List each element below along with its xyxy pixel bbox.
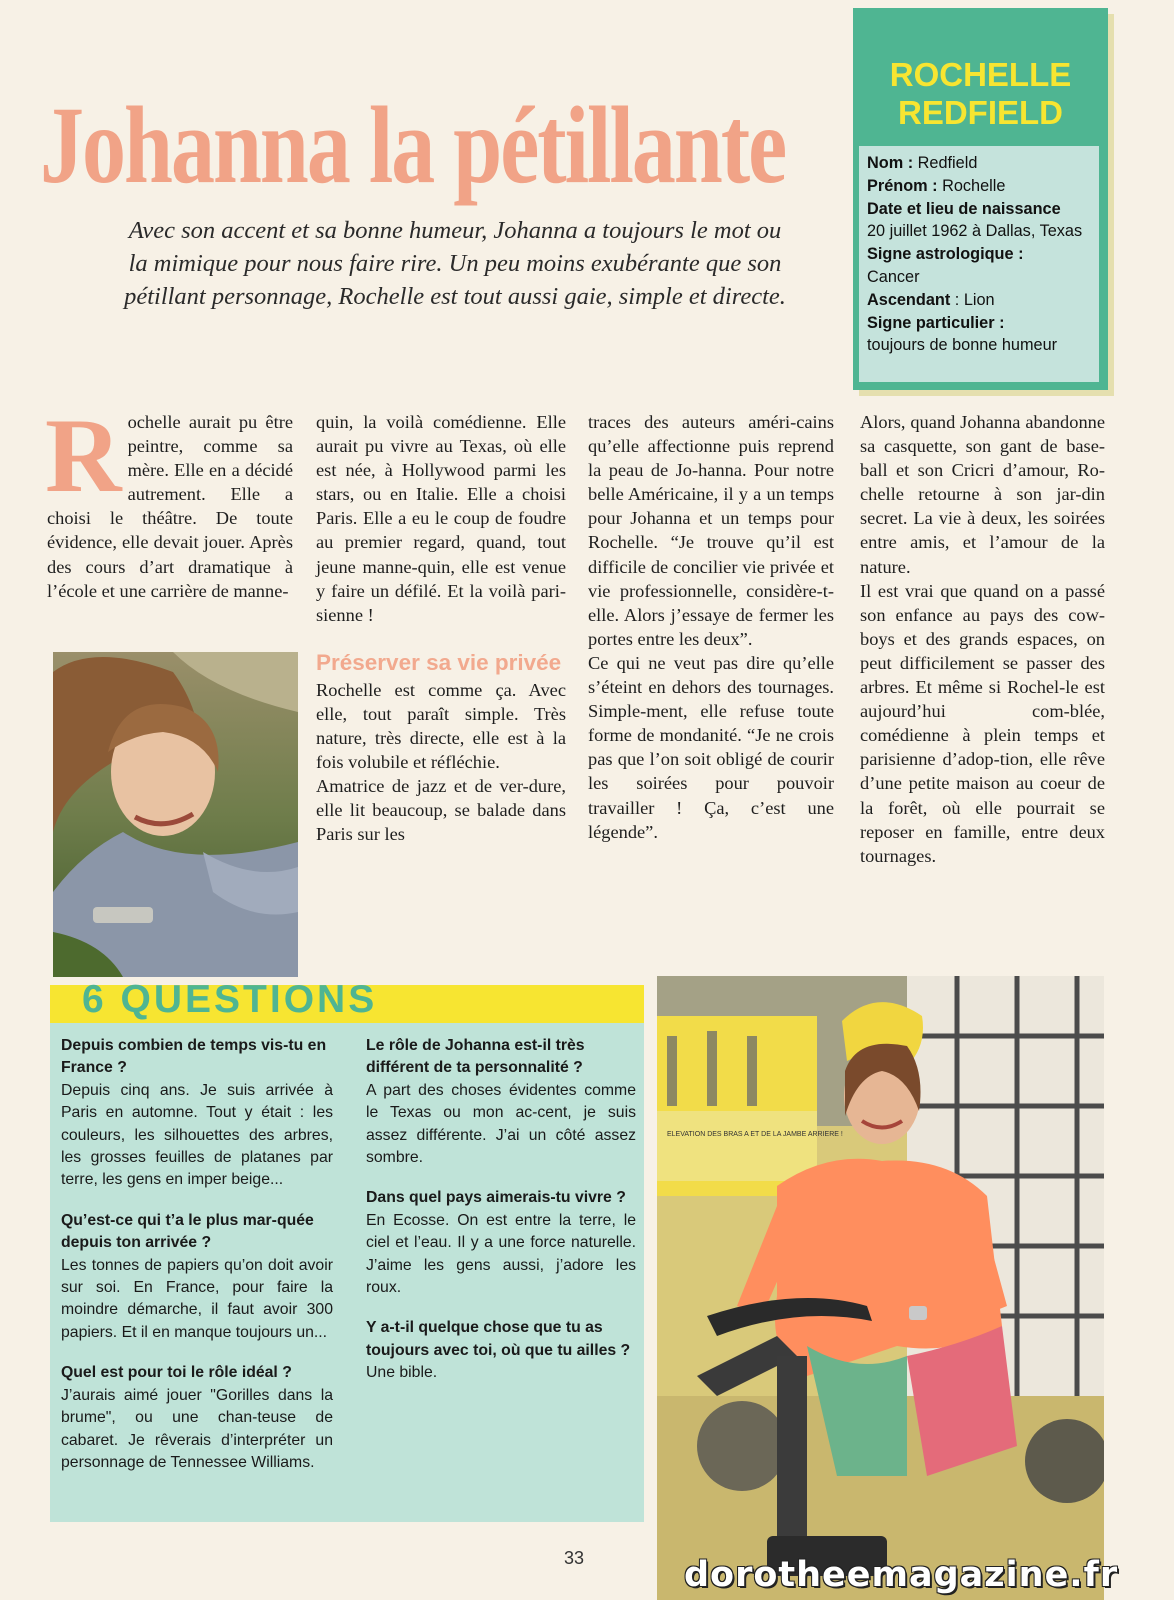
paragraph: quin, la voilà comédienne. Elle aurait pu vivre au Texas, où elle est née, à Hollywood parmi les stars, ou en Italie. Elle a choisi Paris. Elle a eu le coup de foudre au premier regard, quand, tout jeune manne-quin, elle est venue y faire un défilé. Et la voilà pari-sienne ! — [316, 412, 566, 625]
question: Le rôle de Johanna est-il très différent de ta personnalité ? — [366, 1037, 585, 1077]
profile-value: Cancer — [867, 267, 920, 286]
paragraph: Alors, quand Johanna abandonne sa casquette, son gant de base-ball et son Cricri d’amour, Ro-chelle retourne à son jar-din secret. La vie à deux, les soirées entre amis, et l’amour de la nature. — [860, 412, 1105, 577]
profile-card — [859, 146, 1099, 382]
exercise-photo — [657, 976, 1104, 1600]
subheading: Préserver sa vie privée — [316, 649, 562, 675]
headline: Johanna la pétillante — [40, 85, 786, 207]
profile-value: 20 juillet 1962 à Dallas, Texas — [867, 222, 1083, 241]
question: Quel est pour toi le rôle idéal ? — [61, 1364, 292, 1382]
answer: Les tonnes de papiers qu’on doit avoir sur soi. En France, pour faire la moindre démarche, il faut avoir 300 papiers. Et il en manque toujours un... — [61, 1256, 333, 1341]
answer: J’aurais aimé jouer "Gorilles dans la brume", ou une chan-teuse de cabaret. Je rêverais d’interpréter un personnage de Tennessee Williams. — [61, 1386, 333, 1471]
profile-name — [853, 56, 1108, 132]
watermark: dorotheemagazine.fr — [684, 1555, 1119, 1595]
intro-text: Avec son accent et sa bonne humeur, Johanna a toujours le mot ou la mimique pour nous faire rire. Un peu moins exubérante que son pétillant personnage, Rochelle est tout aussi gaie, simple et directe. — [124, 217, 786, 310]
profile-row-signe — [867, 243, 1097, 289]
questions-column-1 — [61, 1035, 333, 1474]
profile-label: Signe astrologique : — [867, 245, 1024, 264]
profile-label: Date et lieu de naissance — [867, 199, 1061, 218]
profile-value: Redfield — [913, 154, 978, 172]
profile-list — [867, 152, 1097, 357]
page-number: 33 — [564, 1548, 585, 1568]
profile-box — [853, 8, 1108, 390]
profile-label: Nom : — [867, 154, 914, 172]
questions-title: 6 QUESTIONS — [82, 978, 378, 1021]
article-column-1 — [45, 397, 293, 603]
question: Dans quel pays aimerais-tu vivre ? — [366, 1189, 626, 1207]
profile-row-ascendant — [867, 289, 1097, 312]
article-column-2 — [316, 410, 566, 847]
profile-row-prenom — [867, 175, 1097, 198]
paragraph: Rochelle est comme ça. Avec elle, tout paraît simple. Très nature, très directe, elle est à la fois volubile et réfléchie. — [316, 679, 566, 773]
profile-row-naissance — [867, 198, 1097, 244]
profile-name-line1: ROCHELLE — [889, 56, 1072, 93]
profile-value: : Lion — [950, 290, 995, 309]
question: Depuis combien de temps vis-tu en France ? — [61, 1037, 327, 1077]
question: Y a-t-il quelque chose que tu as toujours avec toi, où que tu ailles ? — [366, 1319, 631, 1359]
article-column-4 — [860, 410, 1105, 868]
profile-value: Rochelle — [937, 176, 1006, 195]
paragraph: traces des auteurs améri-cains qu’elle affectionne puis reprend la peau de Jo-hanna. Pour notre belle Américaine, il y a un temps pour Johanna et un temps pour Rochelle. “Je trouve qu’il est difficile de concilier vie privée et vie professionnelle, considère-t-elle. Alors j’essaye de fermer les portes entre les deux”. — [588, 412, 834, 649]
question: Qu’est-ce qui t’a le plus mar-quée depuis ton arrivée ? — [61, 1211, 314, 1252]
paragraph: Il est vrai que quand on a passé son enfance au pays des cow-boys et des grands espaces, on peut difficilement se passer des arbres. Et même si Rochel-le est aujourd’hui com-blée, comédienne à plein temps et parisienne d’adop-tion, elle rêve d’une petite maison au coeur de la forêt, où elle pourrait se reposer en famille, entre deux tournages. — [860, 580, 1105, 866]
drop-cap: R — [45, 397, 122, 514]
article-column-3 — [588, 410, 834, 844]
profile-value: toujours de bonne humeur — [867, 336, 1058, 355]
poster-caption: ELEVATION DES BRAS A ET DE LA JAMBE ARRIERE ! — [667, 1131, 843, 1138]
profile-label: Ascendant — [867, 290, 951, 309]
paragraph: ochelle aurait pu être peintre, comme sa mère. Elle en a décidé autrement. Elle a choisi le théâtre. De toute évidence, elle devait jouer. Après des cours d’art dramatique à l’école et une carrière de manne- — [47, 412, 293, 601]
paragraph: Ce qui ne veut pas dire qu’elle s’éteint en dehors des tournages. Simple-ment, elle refuse toute forme de mondanité. “Je ne crois pas que l’on soit obligé de courir les soirées pour pouvoir travailler ! Ça, c’est une légende”. — [588, 652, 834, 842]
profile-label: Signe particulier : — [867, 313, 1005, 332]
answer: Depuis cinq ans. Je suis arrivée à Paris en automne. Tout y était : les couleurs, les silhouettes des arbres, les grosses feuilles de platanes par terre, les gens en imper beige... — [61, 1081, 333, 1189]
profile-label: Prénom : — [867, 176, 938, 195]
profile-row-particulier — [867, 312, 1097, 358]
profile-name-line2: REDFIELD — [898, 94, 1063, 131]
paragraph: Amatrice de jazz et de ver-dure, elle lit beaucoup, se balade dans Paris sur les — [316, 776, 566, 845]
profile-row-nom — [867, 152, 1097, 175]
questions-column-2 — [366, 1035, 636, 1385]
answer: A part des choses évidentes comme le Texas ou mon ac-cent, je suis assez différente. J’ai un côté assez sombre. — [366, 1081, 636, 1167]
answer: Une bible. — [366, 1364, 438, 1382]
answer: En Ecosse. On est entre la terre, le ciel et l’eau. Il y a une force naturelle. J’aime les gens aussi, j’adore les roux. — [366, 1211, 636, 1297]
portrait-photo — [53, 652, 298, 977]
